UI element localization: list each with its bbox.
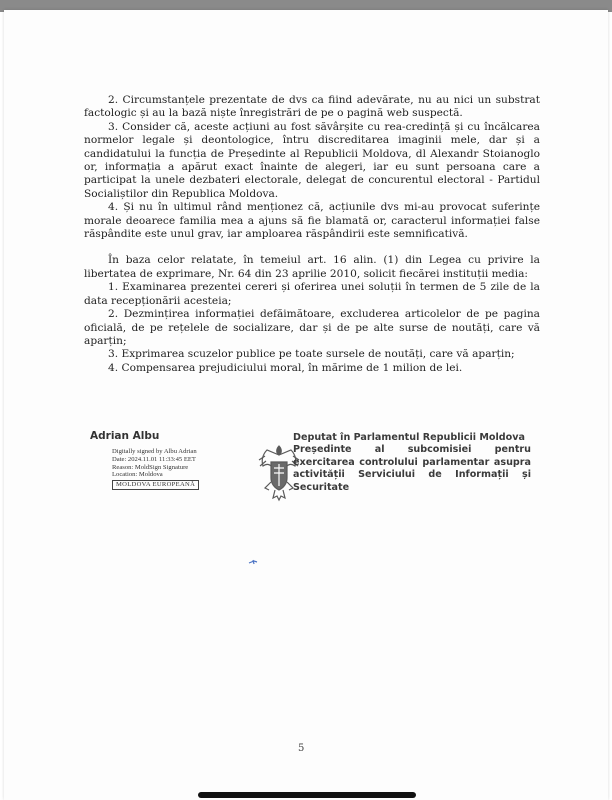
request-item: 4. Compensarea prejudiciului moral, în mărime de 1 milion de lei. <box>108 361 463 374</box>
paragraph-3: 3. Consider că, aceste acțiuni au fost săvârșite cu rea-credință și cu încălcarea normelor legale și deontologice, întru discreditarea imaginii mele, dar și a candidatului la funcția de Președinte al Republicii Moldova, dl Alexandr Stoianoglo or, informația a apărut exact înainte de alegeri, iar eu sunt persoana care a participat la unele dezbateri electorale, delegat de concurentul electoral - Partidul Socialiștilor din Republica Moldova. <box>84 120 540 200</box>
ink-mark-icon <box>248 558 258 566</box>
request-list <box>84 281 540 375</box>
signer-position <box>293 432 531 494</box>
party-stamp: MOLDOVA EUROPEANĂ <box>112 480 199 490</box>
signed-by: Digitally signed by Albu Adrian <box>112 448 197 455</box>
page-number: 5 <box>298 743 305 754</box>
digital-signature <box>88 430 268 490</box>
request-intro: În baza celor relatate, în temeiul art. 16 alin. (1) din Legea cu privire la libertatea de exprimare, Nr. 64 din 23 aprilie 2010, solicit fiecărei instituții media: <box>84 254 540 280</box>
paragraph-2: 2. Circumstanțele prezentate de dvs ca fiind adevărate, nu au nici un substrat factologic și au la bază niște înregistrări de pe o pagină web suspectă. <box>84 94 540 120</box>
document-body <box>84 94 540 375</box>
signature-date: Date: 2024.11.01 11:33:45 EET <box>112 455 196 463</box>
paragraph-4: 4. Și nu în ultimul rând menționez că, acțiunile dvs mi-au provocat suferințe morale deoarece familia mea a ajuns să fie blamată or, caracterul informației false răspândite este unul grav, iar amploarea răspândirii este semnificativă. <box>84 201 540 241</box>
request-item: 3. Exprimarea scuzelor publice pe toate sursele de noutăți, care vă aparțin; <box>108 348 515 361</box>
home-indicator[interactable] <box>198 792 416 798</box>
signer-name: Adrian Albu <box>90 430 160 442</box>
position-subcommission: Președinte al subcomisiei pentru exercitarea controlului parlamentar asupra activității Serviciului de Informații și Securitate <box>293 444 531 493</box>
request-item: 1. Examinarea prezentei cereri și oferirea unei soluții în termen de 5 zile de la data recepționării acesteia; <box>84 281 540 307</box>
signature-location: Location: Moldova <box>112 471 163 479</box>
signature-details <box>112 448 268 490</box>
position-title: Deputat în Parlamentul Republicii Moldova <box>293 432 525 443</box>
request-item: 2. Dezmințirea informației defăimătoare, excluderea articolelor de pe pagina oficială, de pe rețelele de socializare, dar și de pe alte surse de noutăți, care vă aparțin; <box>84 308 540 347</box>
document-page[interactable] <box>4 10 608 800</box>
signature-reason: Reason: MoldSign Signature <box>112 463 189 471</box>
